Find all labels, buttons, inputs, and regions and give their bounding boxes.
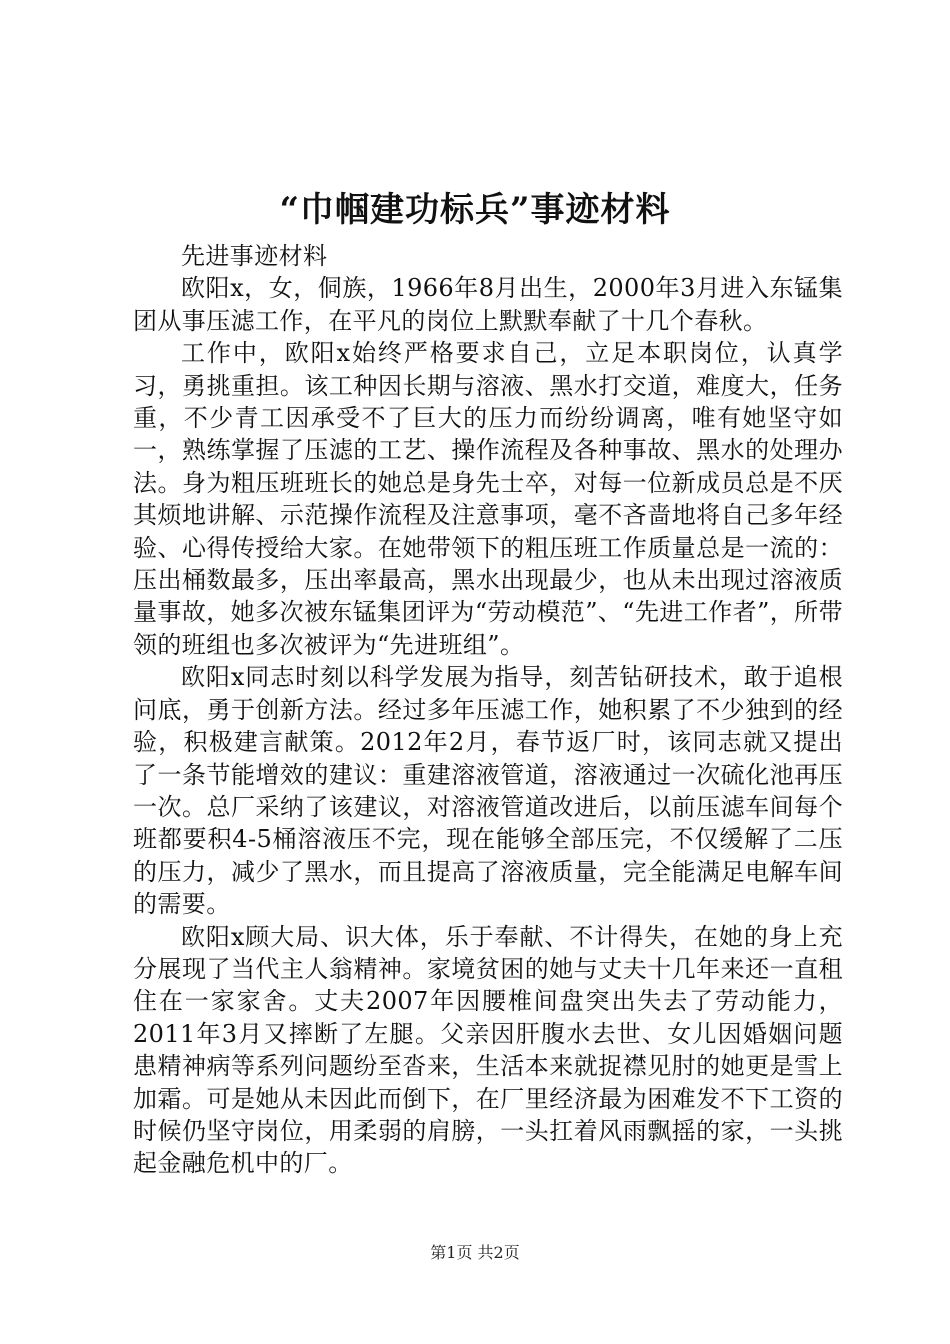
paragraph-work: 工作中，欧阳x始终严格要求自己，立足本职岗位，认真学习，勇挑重担。该工种因长期与溶液、黑水打交道，难度大，任务重，不少青工因承受不了巨大的压力而纷纷调离，唯有她坚守如一，熟练掌握了压滤的工艺、操作流程及各种事故、黑水的处理办法。身为粗压班班长的她总是身先士卒，对每一位新成员总是不厌其烦地讲解、示范操作流程及注意事项，毫不吝啬地将自己多年经验、心得传授给大家。在她带领下的粗压班工作质量总是一流的：压出桶数最多，压出率最高，黑水出现最少，也从未出现过溶液质量事故，她多次被东锰集团评为“劳动模范”、“先进工作者”，所带领的班组也多次被评为“先进班组”。 <box>133 339 843 659</box>
paragraph-innovation: 欧阳x同志时刻以科学发展为指导，刻苦钻研技术，敢于追根问底，勇于创新方法。经过多年压滤工作，她积累了不少独到的经验，积极建言献策。2012年2月，春节返厂时，该同志就又提出了一条节能增效的建议：重建溶液管道，溶液通过一次硫化池再压一次。总厂采纳了该建议，对溶液管道改进后，以前压滤车间每个班都要积4-5桶溶液压不完，现在能够全部压完，不仅缓解了二压的压力，减少了黑水，而且提高了溶液质量，完全能满足电解车间的需要。 <box>133 663 843 919</box>
paragraph-intro: 欧阳x，女，侗族，1966年8月出生，2000年3月进入东锰集团从事压滤工作，在平凡的岗位上默默奉献了十几个春秋。 <box>133 274 843 335</box>
paragraph-dedication: 欧阳x顾大局、识大体，乐于奉献、不计得失，在她的身上充分展现了当代主人翁精神。家境贫困的她与丈夫十几年来还一直租住在一家家舍。丈夫2007年因腰椎间盘突出失去了劳动能力，2011年3月又摔断了左腿。父亲因肝腹水去世、女儿因婚姻问题患精神病等系列问题纷至沓来，生活本来就捉襟见肘的她更是雪上加霜。可是她从未因此而倒下，在厂里经济最为困难发不下工资的时候仍坚守岗位，用柔弱的肩膀，一头扛着风雨飘摇的家，一头挑起金融危机中的厂。 <box>133 922 843 1178</box>
document-body <box>133 240 843 1180</box>
document-title: “巾帼建功标兵”事迹材料 <box>279 190 671 230</box>
page-footer: 第1页 共2页 <box>430 1243 520 1262</box>
paragraph-heading: 先进事迹材料 <box>181 242 328 270</box>
